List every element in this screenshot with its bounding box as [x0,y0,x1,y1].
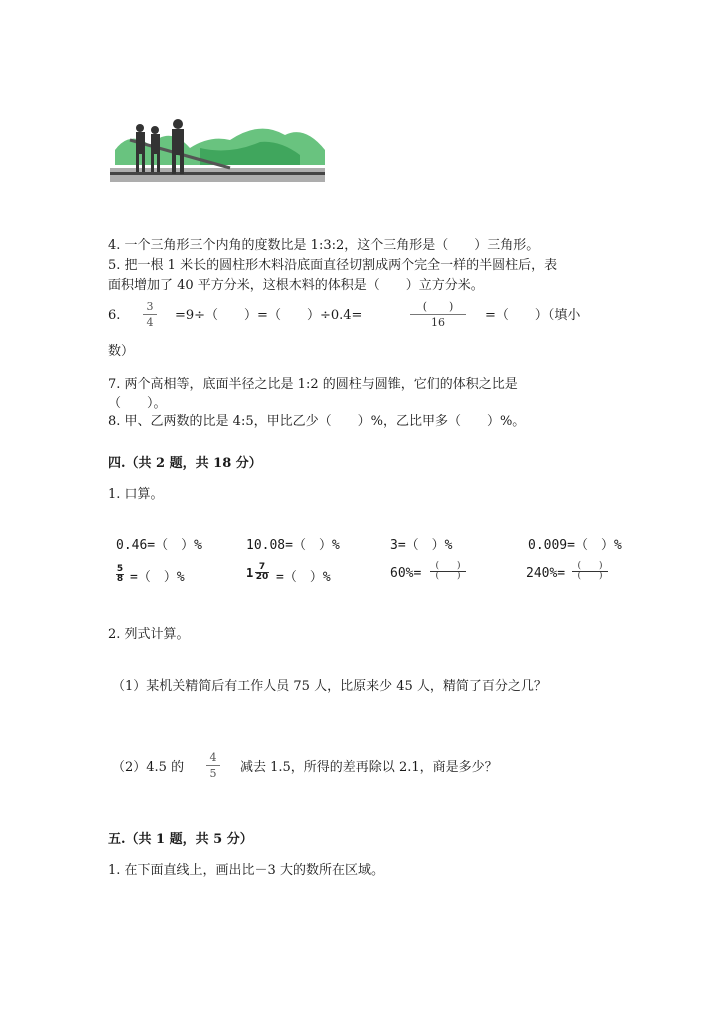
calc-row2-item-4: 240%= [526,566,566,581]
workers-pushing-log-illustration [110,110,330,190]
question-5-line1: 5. 把一根 1 米长的圆柱形木料沿底面直径切割成两个完全一样的半圆柱后，表 [108,258,558,273]
calc-item-3: 3=（ ）% [390,538,453,553]
q2-2-fraction-numerator: 4 [206,751,220,766]
q6-blank-fraction [410,300,466,329]
calc-row2-blank-frac-3-num: ( ) [430,562,466,572]
question-7-line1: 7. 两个高相等，底面半径之比是 1:2 的圆柱与圆锥，它们的体积之比是 [108,377,518,392]
q2-2-fraction-denominator: 5 [209,767,217,780]
calc-row2-blank-frac-4 [572,562,608,581]
question-4: 4. 一个三角形三个内角的度数比是 1:3:2，这个三角形是（ ）三角形。 [108,238,540,253]
section-5-question-1: 1. 在下面直线上，画出比－3 大的数所在区域。 [108,863,384,878]
calc-row2-item-2-rest: =（ ）% [276,570,331,585]
q6-blank-denominator: 16 [431,316,445,329]
calc-item-1: 0.46=（ ）% [116,538,202,553]
section-4-question-2: 2. 列式计算。 [108,627,190,642]
section-5-heading: 五.（共 1 题，共 5 分） [108,832,253,847]
question-6-label: 6. [108,308,121,323]
calc-row2-item-1-rest: =（ ）% [130,570,185,585]
question-7-line2: （ ）。 [108,396,167,411]
section-4-question-1: 1. 口算。 [108,487,164,502]
calc-row2-frac-1 [116,565,124,584]
calc-row2-frac-1-num: 5 [116,564,124,574]
question-5-line2: 面积增加了 40 平方分米，这根木料的体积是（ ）立方分米。 [108,278,484,293]
calc-item-2: 10.08=（ ）% [246,538,340,553]
section-4-question-2-part-2-post: 减去 1.5，所得的差再除以 2.1，商是多少？ [240,760,498,775]
calc-item-4: 0.009=（ ）% [528,538,622,553]
calc-row2-frac-2-den: 20 [255,572,269,582]
calc-row2-blank-frac-3-den: ( ) [435,571,461,581]
q6-middle: =9÷（ ）=（ ）÷0.4= [175,308,363,323]
section-4-heading: 四.（共 2 题，共 18 分） [108,456,262,471]
q6-tail-wrap: 数） [108,344,135,359]
section-4-question-2-part-2-pre: （2）4.5 的 [112,760,185,775]
calc-row2-frac-2 [255,563,269,582]
q2-2-fraction [206,751,220,780]
calc-row2-blank-frac-3 [430,562,466,581]
calc-row2-frac-1-den: 8 [116,574,124,584]
q6-fraction-denominator: 4 [146,316,154,329]
q6-fraction-numerator: 3 [143,300,157,315]
calc-row2-blank-frac-4-den: ( ) [577,571,603,581]
calc-row2-whole: 1 [246,566,254,580]
calc-row2-frac-2-num: 7 [255,563,269,573]
q6-tail: =（ ）（填小 [485,308,581,323]
q6-fraction [143,300,157,329]
q6-blank-numerator: ( ) [410,300,466,315]
section-4-question-2-part-1: （1）某机关精简后有工作人员 75 人，比原来少 45 人，精简了百分之几？ [112,679,547,694]
calc-row2-blank-frac-4-num: ( ) [572,562,608,572]
question-8: 8. 甲、乙两数的比是 4:5，甲比乙少（ ）%，乙比甲多（ ）%。 [108,414,526,429]
calc-row2-item-3: 60%= [390,566,422,581]
